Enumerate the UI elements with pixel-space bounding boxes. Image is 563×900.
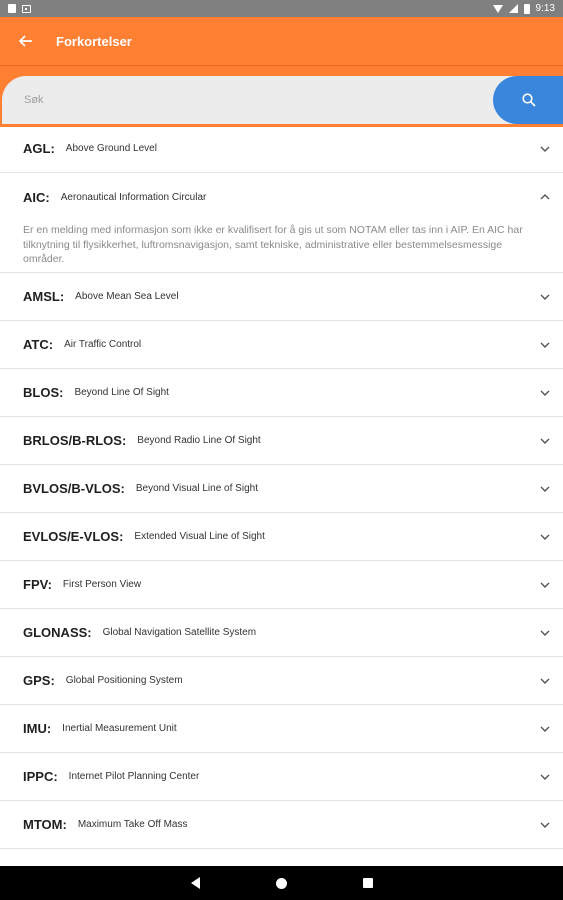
full-name: Internet Pilot Planning Center [68,771,200,782]
abbreviation: AMSL: [23,289,65,304]
chevron-down-icon [540,772,550,782]
list-item[interactable] [0,513,563,561]
item-description: Er en melding med informasjon som ikke er kvalifisert for å gis ut som NOTAM eller tas inn i AIP. En AIC har tilknytning til flysikkerhet, luftromsnavigasjon, samt tekniske, administrative eller bestemmelsesmessige områder. [0,221,563,273]
wifi-icon [493,5,503,13]
abbreviation: IPPC: [23,769,58,784]
app-bar [0,17,563,65]
abbreviation: BVLOS/B-VLOS: [23,481,125,496]
chevron-down-icon [540,292,550,302]
abbreviation: MTOM: [23,817,67,832]
abbreviation: BLOS: [23,385,64,400]
abbreviation: AGL: [23,141,55,156]
search-button[interactable] [493,76,563,124]
clock: 9:13 [535,3,555,14]
chevron-down-icon [540,484,550,494]
signal-icon [509,4,518,13]
chevron-down-icon [540,532,550,542]
full-name: Above Mean Sea Level [75,291,179,302]
abbreviation: AIC: [23,189,50,205]
full-name: Beyond Line Of Sight [74,387,169,398]
nav-recents-icon[interactable] [363,878,373,888]
full-name: Maximum Take Off Mass [77,819,188,830]
abbreviation: FPV: [23,577,52,592]
list-item[interactable] [0,753,563,801]
abbreviation: EVLOS/E-VLOS: [23,529,124,544]
app-notification-icon [22,5,31,13]
list-item[interactable] [0,705,563,753]
list-item[interactable] [0,273,563,321]
nav-back-icon[interactable] [191,877,200,889]
full-name: Extended Visual Line of Sight [134,531,265,542]
page-title: Forkortelser [56,33,132,49]
status-bar [0,0,563,17]
abbreviation: IMU: [23,721,52,736]
chevron-down-icon [540,340,550,350]
search-area [0,65,563,127]
chevron-down-icon [540,820,550,830]
abbreviation-list [0,125,563,849]
abbreviation: GPS: [23,673,55,688]
list-item[interactable] [0,657,563,705]
list-item[interactable] [0,609,563,657]
notification-icon [8,4,16,13]
chevron-down-icon [540,144,550,154]
list-item[interactable] [0,125,563,173]
chevron-down-icon [540,580,550,590]
back-button[interactable] [0,17,52,65]
arrow-left-icon [19,35,33,47]
list-item[interactable] [0,173,563,221]
chevron-up-icon [540,192,550,202]
full-name: Beyond Visual Line of Sight [135,483,258,494]
status-right [493,3,555,14]
full-name: Beyond Radio Line Of Sight [137,435,261,446]
full-name: Global Navigation Satellite System [102,627,257,638]
list-item[interactable] [0,801,563,849]
abbreviation: BRLOS/B-RLOS: [23,433,127,448]
full-name: Air Traffic Control [64,339,142,350]
divider [0,65,563,66]
full-name: Aeronautical Information Circular [60,191,207,203]
nav-home-icon[interactable] [276,878,287,889]
navigation-bar [0,866,563,900]
abbreviation: GLONASS: [23,625,92,640]
status-left [8,4,31,13]
chevron-down-icon [540,676,550,686]
full-name: Inertial Measurement Unit [62,723,177,734]
battery-icon [524,4,530,14]
search-icon [522,93,536,107]
list-item[interactable] [0,417,563,465]
search-bar [2,76,563,124]
list-item[interactable] [0,465,563,513]
abbreviation: ATC: [23,337,54,352]
full-name: Global Positioning System [65,675,183,686]
full-name: Above Ground Level [65,143,157,154]
chevron-down-icon [540,628,550,638]
list-item[interactable] [0,321,563,369]
chevron-down-icon [540,388,550,398]
search-input[interactable] [24,90,464,110]
full-name: First Person View [62,579,142,590]
list-item[interactable] [0,561,563,609]
chevron-down-icon [540,436,550,446]
chevron-down-icon [540,724,550,734]
list-item[interactable] [0,369,563,417]
